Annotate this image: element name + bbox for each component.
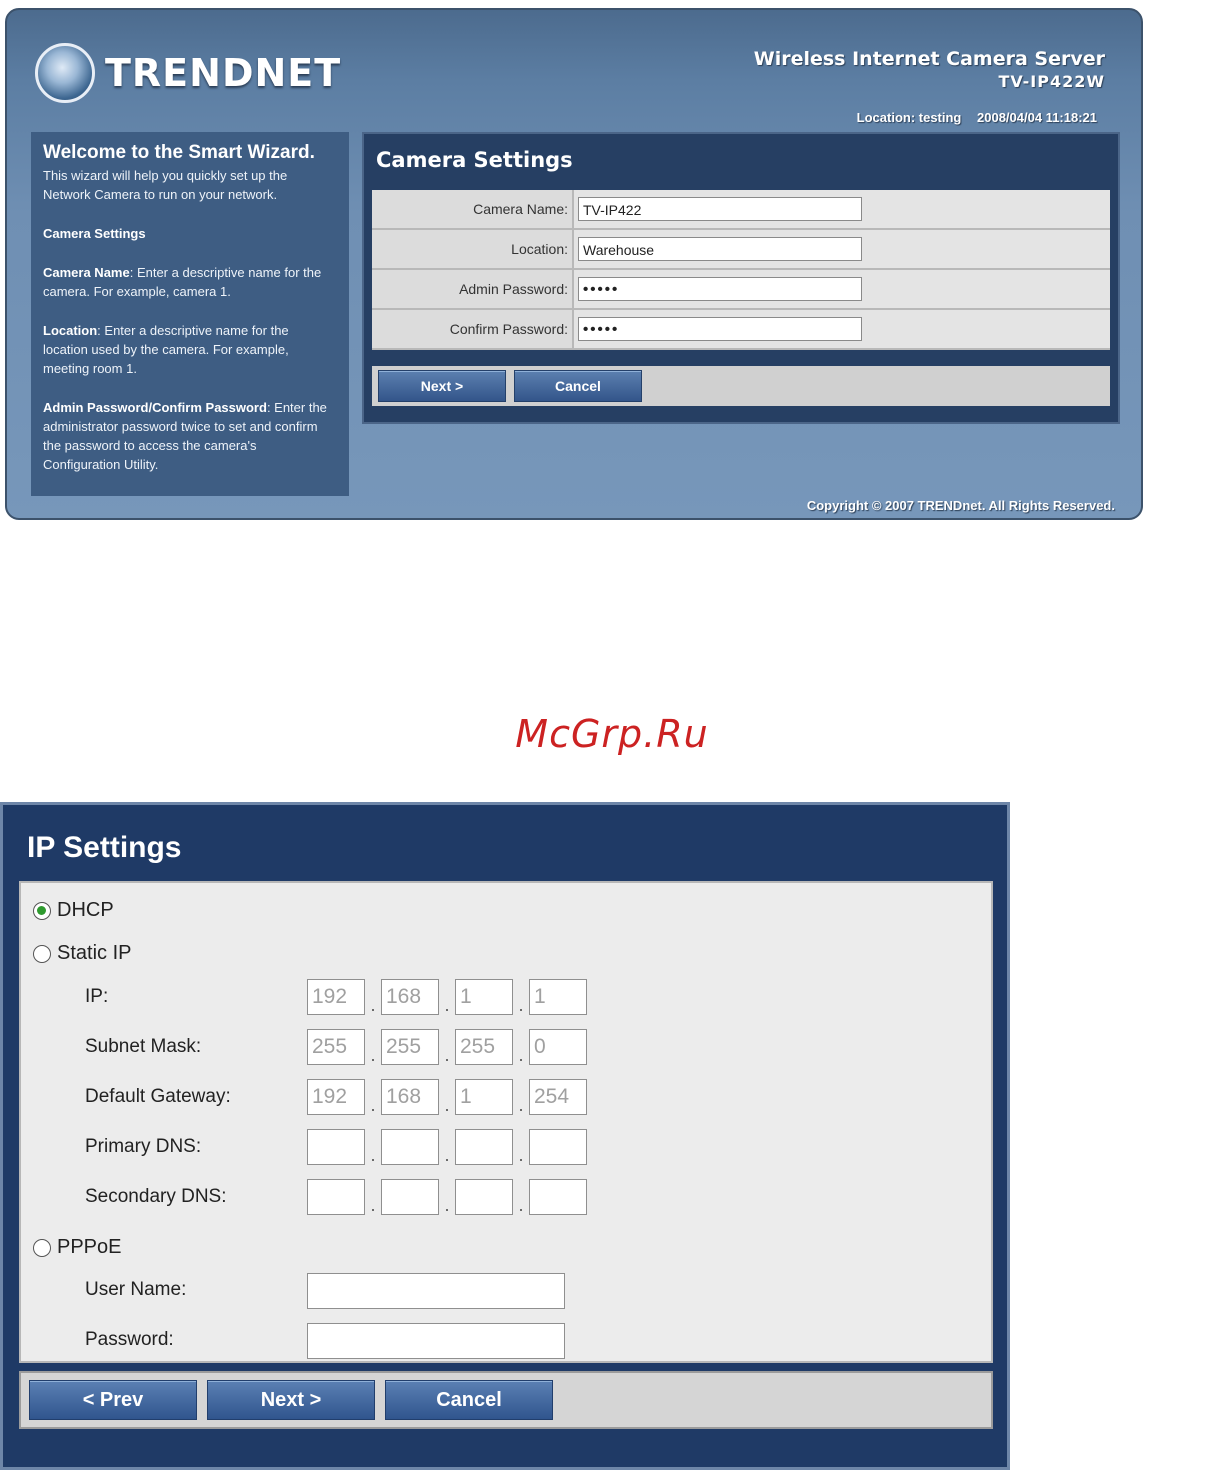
primary-dns-octet-1[interactable] bbox=[307, 1129, 365, 1165]
confirm-password-row bbox=[372, 310, 1110, 350]
product-title bbox=[754, 48, 1105, 91]
camera-settings-buttonbar bbox=[372, 366, 1110, 406]
ip-settings-title: IP Settings bbox=[27, 831, 182, 864]
subnet-mask-fields: 255 . 255 . 255 . 0 bbox=[307, 1029, 587, 1065]
help-password: Admin Password/Confirm Password: Enter the administrator password twice to set and confirm the password to access the camera's Configuration Utility. bbox=[43, 400, 327, 472]
default-gateway-label: Default Gateway: bbox=[85, 1086, 231, 1107]
secondary-dns-octet-2[interactable] bbox=[381, 1179, 439, 1215]
static-ip-label: Static IP bbox=[57, 942, 132, 964]
ip-settings-panel bbox=[0, 802, 1010, 1470]
dhcp-option[interactable] bbox=[33, 899, 114, 922]
password-label: Password: bbox=[85, 1329, 174, 1350]
primary-dns-octet-2[interactable] bbox=[381, 1129, 439, 1165]
subnet-octet-3[interactable]: 255 bbox=[455, 1029, 513, 1065]
primary-dns-fields: . . . bbox=[307, 1129, 587, 1165]
pppoe-radio[interactable] bbox=[33, 1239, 51, 1257]
trendnet-logo bbox=[35, 38, 341, 108]
brand-name: TRENDNET bbox=[105, 51, 342, 95]
help-location: Location: Enter a descriptive name for the location used by the camera. For example, meeting room 1. bbox=[43, 323, 289, 376]
default-gateway-fields: 192 . 168 . 1 . 254 bbox=[307, 1079, 587, 1115]
camera-wizard-window bbox=[5, 8, 1143, 520]
password-input[interactable] bbox=[307, 1323, 565, 1359]
location-label: Location: bbox=[511, 241, 568, 257]
trendnet-logo-icon bbox=[35, 43, 95, 103]
secondary-dns-octet-1[interactable] bbox=[307, 1179, 365, 1215]
primary-dns-octet-4[interactable] bbox=[529, 1129, 587, 1165]
admin-password-row bbox=[372, 270, 1110, 310]
user-name-input[interactable] bbox=[307, 1273, 565, 1309]
dhcp-radio[interactable] bbox=[33, 902, 51, 920]
watermark: McGrp.Ru bbox=[515, 712, 709, 756]
ip-octet-4[interactable]: 1 bbox=[529, 979, 587, 1015]
ip-next-button[interactable]: Next > bbox=[207, 1380, 375, 1420]
subnet-octet-4[interactable]: 0 bbox=[529, 1029, 587, 1065]
camera-settings-title: Camera Settings bbox=[376, 148, 573, 172]
subnet-octet-2[interactable]: 255 bbox=[381, 1029, 439, 1065]
ip-label: IP: bbox=[85, 986, 109, 1007]
help-intro: This wizard will help you quickly set up the Network Camera to run on your network. bbox=[43, 168, 288, 202]
ip-cancel-button[interactable]: Cancel bbox=[385, 1380, 553, 1420]
cancel-button[interactable]: Cancel bbox=[514, 370, 642, 402]
ip-octet-3[interactable]: 1 bbox=[455, 979, 513, 1015]
camera-settings-panel bbox=[362, 132, 1120, 424]
confirm-password-label: Confirm Password: bbox=[449, 321, 568, 337]
secondary-dns-octet-4[interactable] bbox=[529, 1179, 587, 1215]
location-status: Location: testing bbox=[856, 110, 962, 125]
confirm-password-input[interactable]: ••••• bbox=[578, 317, 862, 341]
primary-dns-label: Primary DNS: bbox=[85, 1136, 202, 1157]
secondary-dns-fields: . . . bbox=[307, 1179, 587, 1215]
primary-dns-octet-3[interactable] bbox=[455, 1129, 513, 1165]
gateway-octet-3[interactable]: 1 bbox=[455, 1079, 513, 1115]
help-title: Welcome to the Smart Wizard. bbox=[43, 142, 315, 163]
datetime-status: 2008/04/04 11:18:21 bbox=[977, 110, 1097, 125]
camera-name-input[interactable]: TV-IP422 bbox=[578, 197, 862, 221]
status-line bbox=[845, 110, 1097, 125]
subnet-octet-1[interactable]: 255 bbox=[307, 1029, 365, 1065]
pppoe-label: PPPoE bbox=[57, 1236, 122, 1258]
gateway-octet-1[interactable]: 192 bbox=[307, 1079, 365, 1115]
static-ip-option[interactable] bbox=[33, 942, 131, 965]
location-row bbox=[372, 230, 1110, 270]
next-button[interactable]: Next > bbox=[378, 370, 506, 402]
user-name-label: User Name: bbox=[85, 1279, 187, 1300]
help-section-title: Camera Settings bbox=[43, 226, 146, 241]
location-input[interactable]: Warehouse bbox=[578, 237, 862, 261]
ip-octet-1[interactable]: 192 bbox=[307, 979, 365, 1015]
gateway-octet-4[interactable]: 254 bbox=[529, 1079, 587, 1115]
ip-settings-form bbox=[19, 881, 993, 1363]
admin-password-input[interactable]: ••••• bbox=[578, 277, 862, 301]
camera-name-label: Camera Name: bbox=[473, 201, 568, 217]
product-model: TV-IP422W bbox=[998, 72, 1105, 91]
prev-button[interactable]: < Prev bbox=[29, 1380, 197, 1420]
gateway-octet-2[interactable]: 168 bbox=[381, 1079, 439, 1115]
dhcp-label: DHCP bbox=[57, 899, 114, 921]
camera-settings-form bbox=[372, 190, 1110, 350]
admin-password-label: Admin Password: bbox=[459, 281, 568, 297]
help-camera-name: Camera Name: Enter a descriptive name for the camera. For example, camera 1. bbox=[43, 265, 322, 299]
product-name: Wireless Internet Camera Server bbox=[753, 48, 1105, 70]
secondary-dns-label: Secondary DNS: bbox=[85, 1186, 227, 1207]
ip-settings-buttonbar bbox=[19, 1371, 993, 1429]
subnet-mask-label: Subnet Mask: bbox=[85, 1036, 202, 1057]
pppoe-option[interactable] bbox=[33, 1236, 121, 1259]
copyright: Copyright © 2007 TRENDnet. All Rights Reserved. bbox=[806, 498, 1115, 513]
camera-name-row bbox=[372, 190, 1110, 230]
ip-octet-2[interactable]: 168 bbox=[381, 979, 439, 1015]
ip-address-fields: 192 . 168 . 1 . 1 bbox=[307, 979, 587, 1015]
secondary-dns-octet-3[interactable] bbox=[455, 1179, 513, 1215]
wizard-help-panel bbox=[31, 132, 349, 496]
static-ip-radio[interactable] bbox=[33, 945, 51, 963]
